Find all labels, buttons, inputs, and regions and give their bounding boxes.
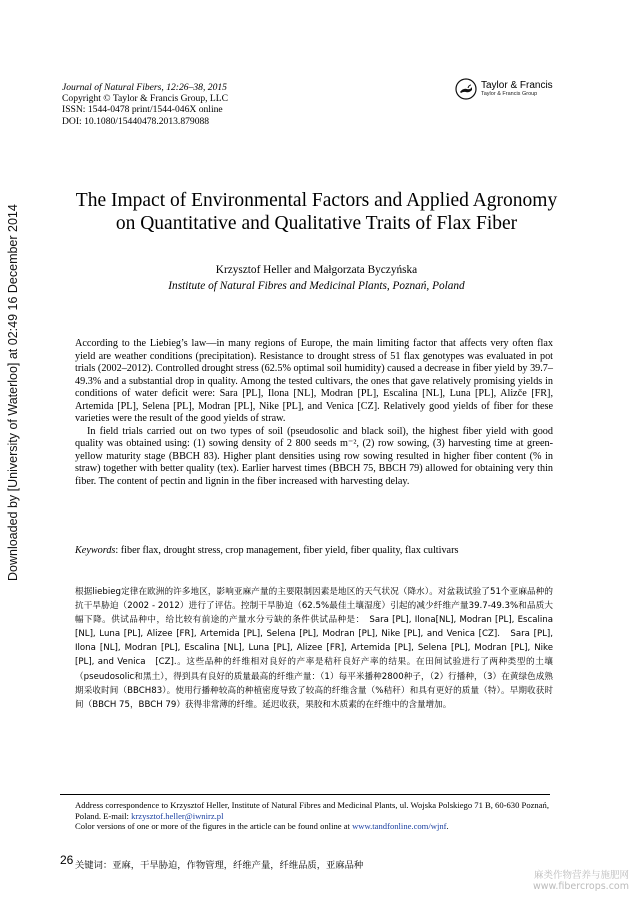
- chinese-keywords: 关键词：亚麻，干旱胁迫，作物管理，纤维产量，纤维品质，亚麻品种: [75, 860, 364, 871]
- site-watermark: [533, 870, 629, 892]
- watermark-line-2: www.fibercrops.com: [532, 881, 629, 892]
- chinese-abstract: [75, 585, 553, 712]
- keywords: [75, 545, 553, 556]
- color-versions-end: .: [446, 821, 449, 832]
- correspondence-address: Address correspondence to Krzysztof Heller, Institute of Natural Fibres and Medicinal Plants, ul. Wojska Polskiego 71 B, 60-630 Poznań, Poland. E-mail:: [75, 800, 549, 821]
- doi-line[interactable]: DOI: 10.1080/15440478.2013.879088: [62, 115, 210, 127]
- issn-line: ISSN: 1544-0478 print/1544-046X online: [62, 104, 223, 116]
- journal-metadata: [62, 82, 228, 127]
- abstract-paragraph-2: In field trials carried out on two types of soil (pseudosolic and black soil), the highest fiber yield with good quality was obtained using: (1) sowing density of 2 800 seeds m⁻², (2) row sowing, (3) harvesting time at green-yellow maturity stage (BBCH 83). Higher plant densities using row sowing resulted in higher fiber content (% in straw) together with better quality (tex). Earlier harvest times (BBCH 75, BBCH 79) allowed for obtaining very thin fiber. The content of pectin and lignin in the fiber increased with harvesting delay.: [75, 425, 553, 487]
- article-title: [40, 189, 593, 235]
- chinese-abstract-text: 根据liebieg定律在欧洲的许多地区，影响亚麻产量的主要限制因素是地区的天气状况（降水）。对盆栽试验了51个亚麻品种的抗干旱胁迫（2002 - 2012）进行了评估。控制干旱胁迫（62.5%最佳土壤湿度）引起的减少纤维产量39.7-49.3%和品质大幅下降。供试品种中，给比较有前途的产量水分亏缺的条件供试品种是： Sara [PL], Ilona[NL], Modran [PL], Escalina [NL], Luna [PL], Alizee [FR], Artemida [PL], Selena [PL], Modran [PL], Nike [PL], and Venica [CZ]. Sara [PL], Ilona [NL], Modran [PL], Escalina [NL], Luna [PL], Alizee [FR], Artemida [PL], Selena [PL], Modran [PL], Nike [PL], and Venica [CZ].。这些品种的纤维相对良好的产率是秸秆良好产率的结果。在田间试验进行了两种类型的土壤（pseudosolic和黑土），得到具有良好的质量最高的纤维产量：（1）每平米播种2800种子，（2）行播种，（3）在黄绿色成熟期采收时间（BBCH83）。使用行播种较高的种植密度导致了较高的纤维含量（%秸秆）和具有更好的质量（特）。早期收获时间（BBCH 75，BBCH 79）获得非常薄的纤维。延迟收获，果胶和木质素的在纤维中的含量增加。: [75, 587, 553, 710]
- copyright-line: Copyright © Taylor & Francis Group, LLC: [62, 93, 229, 105]
- footnote: [75, 800, 553, 832]
- title-line-2: on Quantitative and Qualitative Traits of Flax Fiber: [115, 213, 518, 234]
- publisher-group: Taylor & Francis Group: [481, 91, 538, 97]
- download-sidebar-text: Downloaded by [University of Waterloo] at 02:49 16 December 2014: [6, 204, 20, 581]
- watermark-line-1: 麻类作物营养与施肥网: [533, 870, 629, 881]
- page-number: 26: [60, 853, 74, 867]
- abstract-paragraph-1: According to the Liebieg’s law—in many regions of Europe, the main limiting factor that affects very often flax yield are weather conditions (precipitation). Resistance to drought stress of 51 flax genotypes was evaluated in pot trials (2002–2012). Controlled drought stress (62.5% optimal soil humidity) caused a decrease in fiber yield by 39.7–49.3% and a substantial drop in quality. Among the tested cultivars, the ones that gave relatively promising yields in conditions of water deficit were: Sara [PL], Ilona [NL], Modran [PL], Escalina [NL], Luna [PL], Alizče [FR], Artemida [PL], Selena [PL], Modran [PL], Nike [PL], and Venica [CZ]. Relatively good yields of fiber for these varieties were the result of the good yields of straw.: [75, 338, 553, 424]
- publisher-name: Taylor & Francis: [481, 80, 553, 91]
- author-email-link[interactable]: krzysztof.heller@iwnirz.pl: [131, 810, 224, 821]
- keywords-label: Keywords: [75, 545, 116, 556]
- keywords-text: : fiber flax, drought stress, crop management, fiber yield, fiber quality, flax cultivars: [115, 545, 459, 556]
- author-list: Krzysztof Heller and Małgorzata Byczyńska: [215, 264, 418, 276]
- publisher-logo[interactable]: [455, 78, 575, 110]
- journal-citation: Journal of Natural Fibers, 12:26–38, 2015: [62, 82, 227, 93]
- title-line-1: The Impact of Environmental Factors and Applied Agronomy: [75, 190, 558, 211]
- author-affiliation: Institute of Natural Fibres and Medicinal Plants, Poznań, Poland: [168, 280, 465, 292]
- color-versions-text: Color versions of one or more of the figures in the article can be found online at: [75, 821, 353, 832]
- lamp-icon: [455, 78, 477, 100]
- abstract: [75, 338, 553, 488]
- color-versions-note: [75, 821, 553, 832]
- correspondence-note: [75, 800, 553, 821]
- footnote-divider: [60, 794, 550, 795]
- journal-url-link[interactable]: www.tandfonline.com/wjnf: [352, 821, 447, 832]
